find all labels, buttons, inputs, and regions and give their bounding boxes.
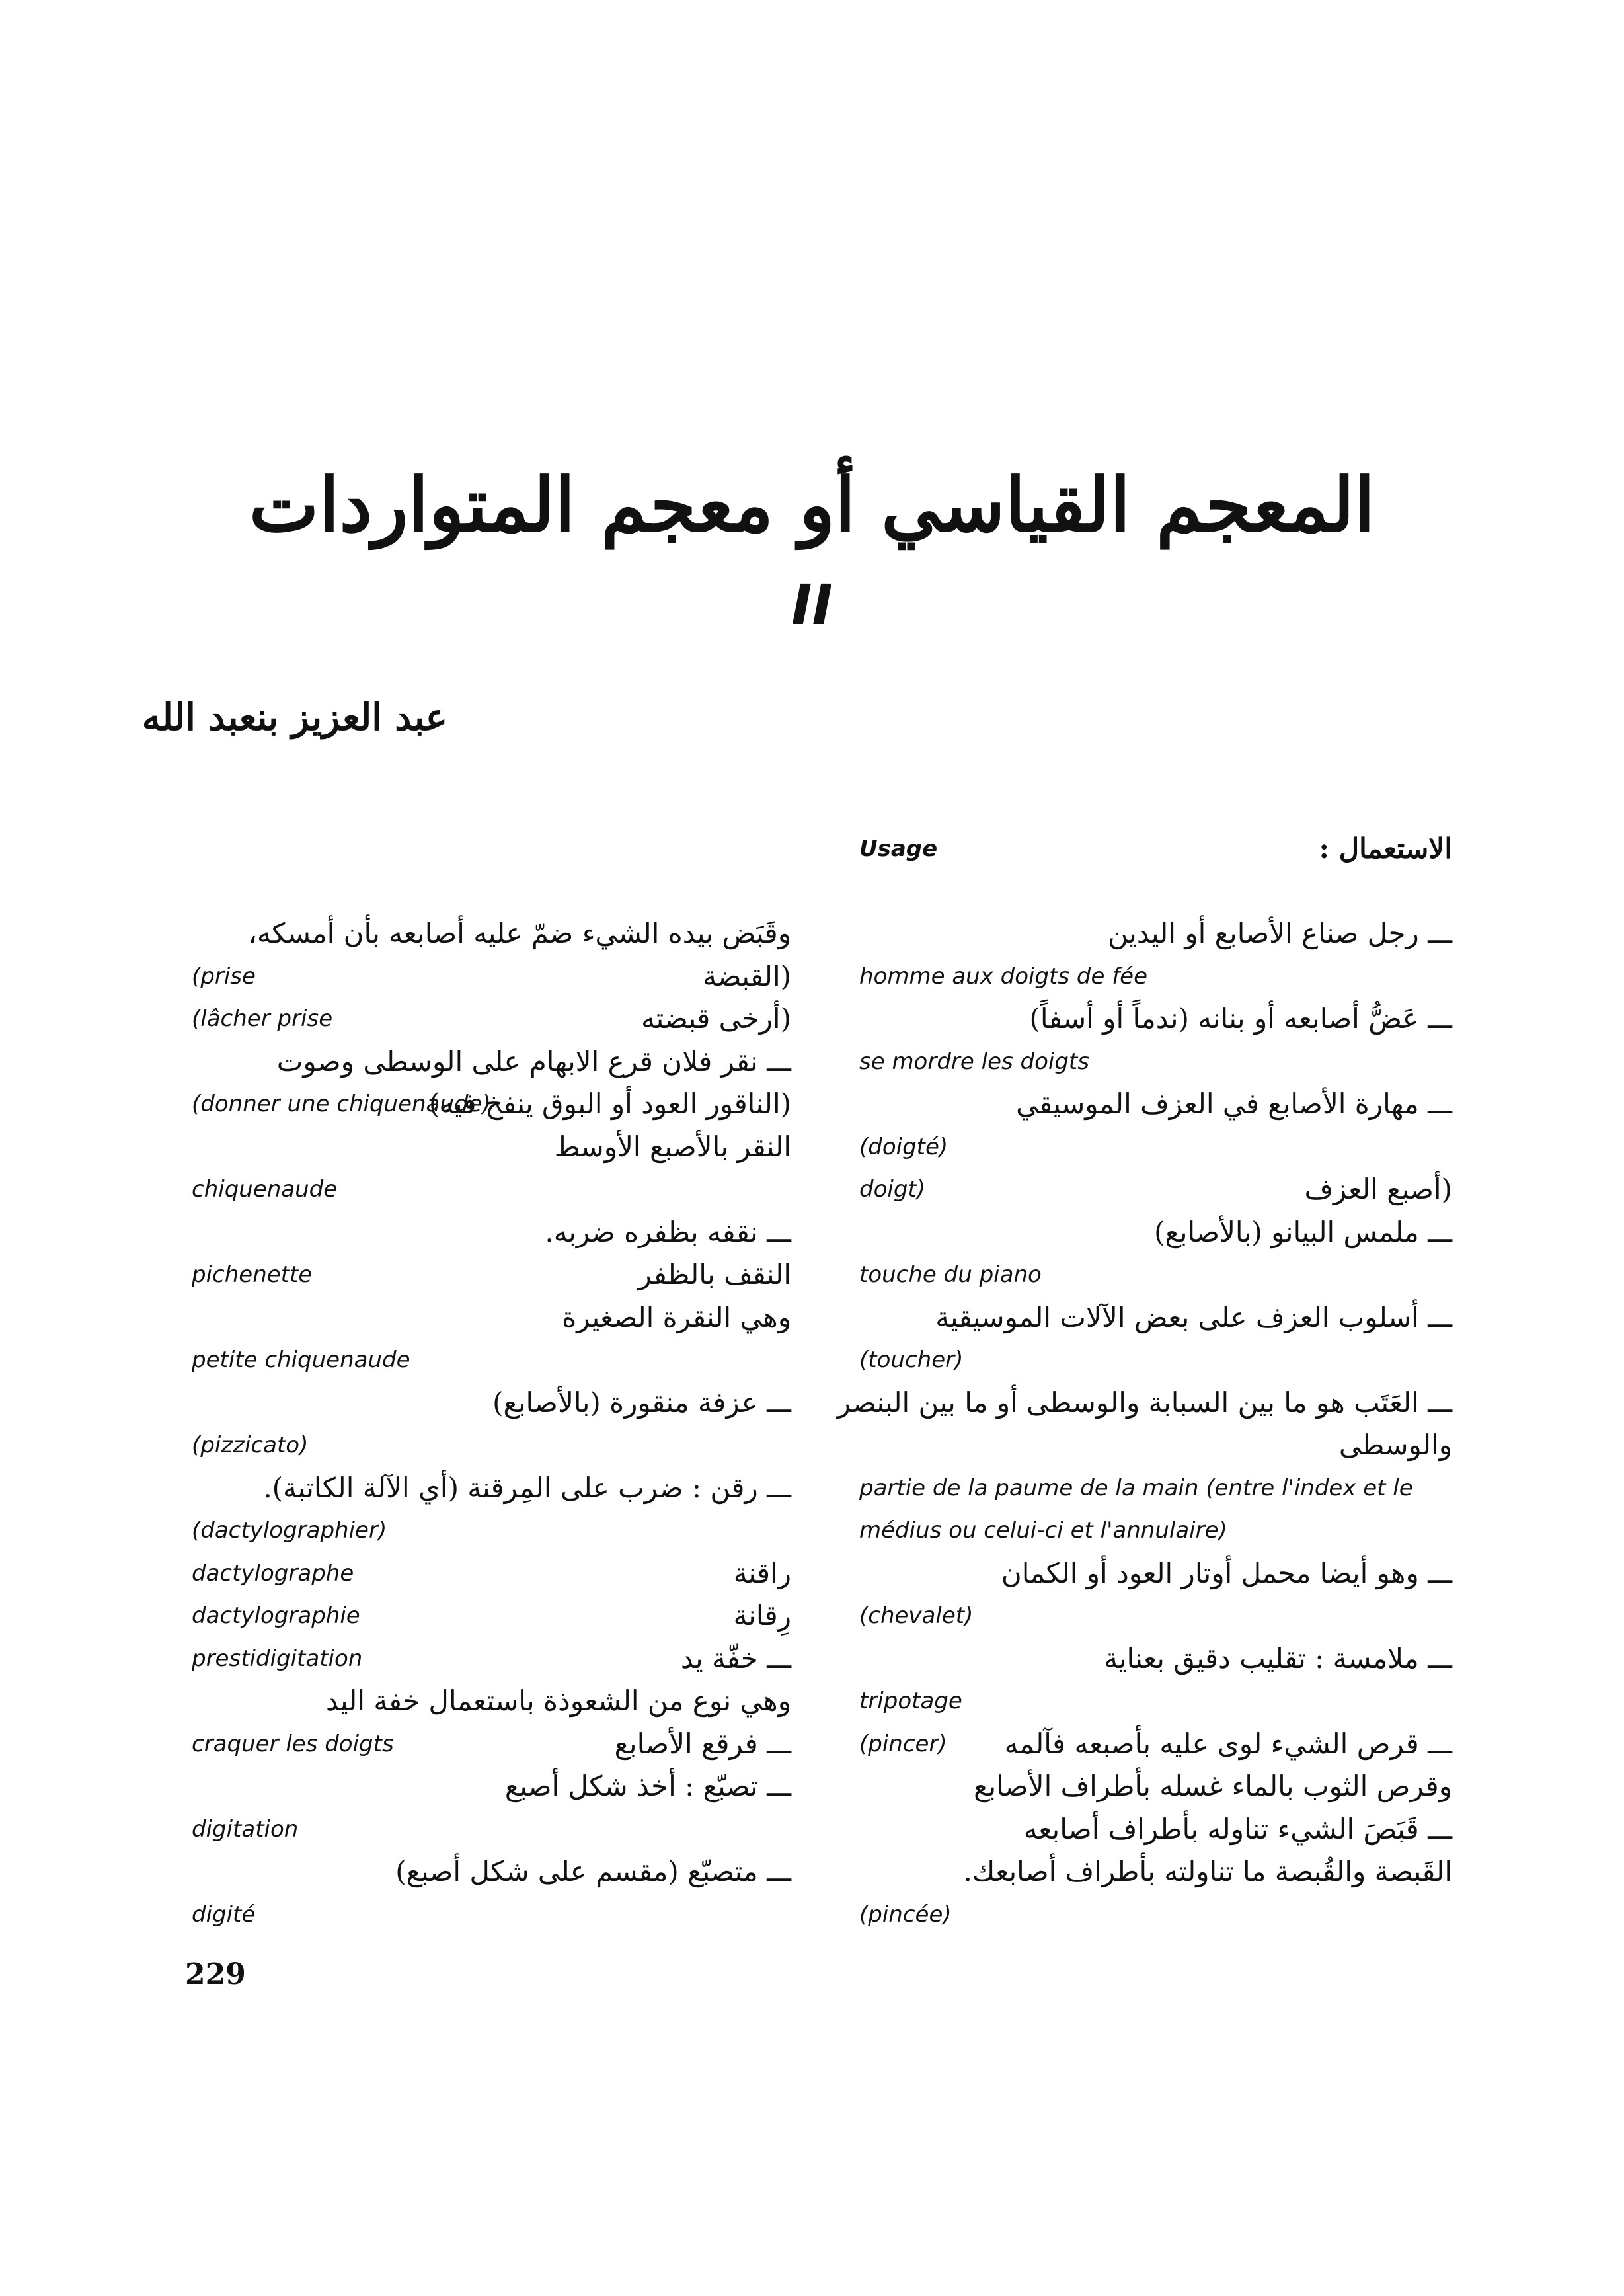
right-column-french-text: tripotage — [859, 1688, 962, 1714]
right-column-arabic-text: ـــ ملمس البيانو (بالأصابع) — [1154, 1215, 1452, 1248]
left-column-french-text: dactylographe — [192, 1560, 354, 1587]
right-column-arabic-text: (أصبع العزف — [1304, 1173, 1452, 1205]
left-column-arabic-text: راقنة — [733, 1556, 791, 1589]
right-column-arabic-text: ـــ قرص الشيء لوى عليه بأصبعه فآلمه — [1004, 1727, 1452, 1760]
right-column-arabic-text: ـــ قَبَصَ الشيء تناوله بأطراف أصابعه — [1023, 1812, 1452, 1845]
right-column-arabic-text: ـــ أسلوب العزف على بعض الآلات الموسيقية — [935, 1300, 1452, 1333]
left-column-french-text: (lâcher prise — [192, 1006, 333, 1032]
left-column-arabic-text: ـــ فرقع الأصابع — [614, 1727, 791, 1760]
left-column-arabic-text: ـــ نقر فلان قرع الابهام على الوسطى وصوت — [276, 1045, 791, 1078]
left-column-french-text: prestidigitation — [192, 1645, 363, 1672]
right-column-arabic-text: القَبصة والقُبصة ما تناولته بأطراف أصابعك. — [963, 1855, 1452, 1887]
left-column-arabic-text: (القبضة — [703, 959, 791, 992]
right-column-french-text: (toucher) — [859, 1347, 964, 1373]
left-column-arabic-text: (أرخى قبضته — [640, 1002, 791, 1035]
left-column-arabic-text: ـــ متصبّع (مقسم على شكل أصبع) — [395, 1855, 791, 1887]
right-column-french-text: se mordre les doigts — [859, 1048, 1089, 1075]
section-heading-arabic: الاستعمال : — [1319, 832, 1452, 865]
left-column-french-text: digitation — [192, 1815, 299, 1842]
left-column-french-text: (dactylographier) — [192, 1517, 387, 1544]
page-number: 229 — [185, 1958, 246, 1991]
left-column-arabic-text: ـــ عزفة منقورة (بالأصابع) — [492, 1386, 791, 1419]
left-column-arabic-text: رِقانة — [733, 1599, 791, 1632]
right-column-french-text: touche du piano — [859, 1261, 1042, 1288]
left-column-arabic-text: النقر بالأصبع الأوسط — [554, 1130, 791, 1163]
left-column-french-text: craquer les doigts — [192, 1730, 394, 1757]
right-column-french-text: homme aux doigts de fée — [859, 963, 1148, 990]
left-column-french-text: dactylographie — [192, 1603, 360, 1629]
right-column-french-text: (doigté) — [859, 1133, 948, 1160]
left-column-french-text: pichenette — [192, 1261, 313, 1288]
right-column-arabic-text: ـــ ملامسة : تقليب دقيق بعناية — [1104, 1642, 1452, 1675]
left-column-arabic-text: وقَبَض بيده الشيء ضمّ عليه أصابعه بأن أمسكه، — [248, 917, 791, 949]
left-column-arabic-text: (الناقور العود أو البوق ينفخ فيه) — [428, 1088, 791, 1120]
right-column-arabic-text: ـــ عَضُّ أصابعه أو بنانه (ندماً أو أسفاً) — [1029, 1002, 1452, 1035]
section-heading-french: Usage — [859, 836, 938, 862]
left-column-french-text: chiquenaude — [192, 1176, 338, 1203]
right-column-arabic-text: وقرص الثوب بالماء غسله بأطراف الأصابع — [974, 1770, 1452, 1802]
left-column-french-text: (prise — [192, 963, 256, 990]
left-column-arabic-text: وهي نوع من الشعوذة باستعمال خفة اليد — [325, 1684, 791, 1717]
article-title: المعجم القياسي أو معجم المتواردات — [249, 462, 1375, 549]
left-column-arabic-text: ـــ نقفه بظفره ضربه. — [545, 1215, 791, 1248]
left-column-arabic-text: وهي النقرة الصغيرة — [562, 1300, 791, 1333]
left-column-arabic-text: ـــ خفّة يد — [680, 1642, 791, 1675]
right-column-french-text: doigt) — [859, 1176, 926, 1203]
author-name: عبد العزيز بنعبد الله — [141, 695, 447, 739]
right-column-arabic-text: ـــ رجل صناع الأصابع أو اليدين — [1108, 917, 1452, 949]
right-column-arabic-text: ـــ وهو أيضا محمل أوتار العود أو الكمان — [1001, 1556, 1452, 1589]
left-column-french-text: digité — [192, 1901, 256, 1928]
right-column-arabic-text: ـــ العَتَب هو ما بين السبابة والوسطى أو ما بين البنصر — [837, 1386, 1452, 1419]
right-column-french-text: (pincée) — [859, 1901, 952, 1928]
right-column-french-text: (pincer) — [859, 1730, 947, 1757]
right-column-arabic-text: ـــ مهارة الأصابع في العزف الموسيقي — [1016, 1088, 1452, 1120]
left-column-french-text: (pizzicato) — [192, 1432, 309, 1458]
right-column-french-text: partie de la paume de la main (entre l'index et le — [859, 1474, 1413, 1501]
left-column-french-text: petite chiquenaude — [192, 1347, 410, 1373]
left-column-arabic-text: ـــ تصبّع : أخذ شكل أصبع — [504, 1770, 791, 1802]
right-column-arabic-text: والوسطى — [1338, 1429, 1452, 1461]
left-column-french-text: (donner une chiquenaude) — [192, 1091, 491, 1117]
left-column-arabic-text: ـــ رقن : ضرب على المِرقنة (أي الآلة الكاتبة). — [263, 1471, 791, 1504]
right-column-french-text: (chevalet) — [859, 1603, 974, 1629]
article-part-number: II — [791, 573, 833, 637]
right-column-french-text: médius ou celui-ci et l'annulaire) — [859, 1517, 1227, 1544]
left-column-arabic-text: النقف بالظفر — [638, 1258, 791, 1290]
